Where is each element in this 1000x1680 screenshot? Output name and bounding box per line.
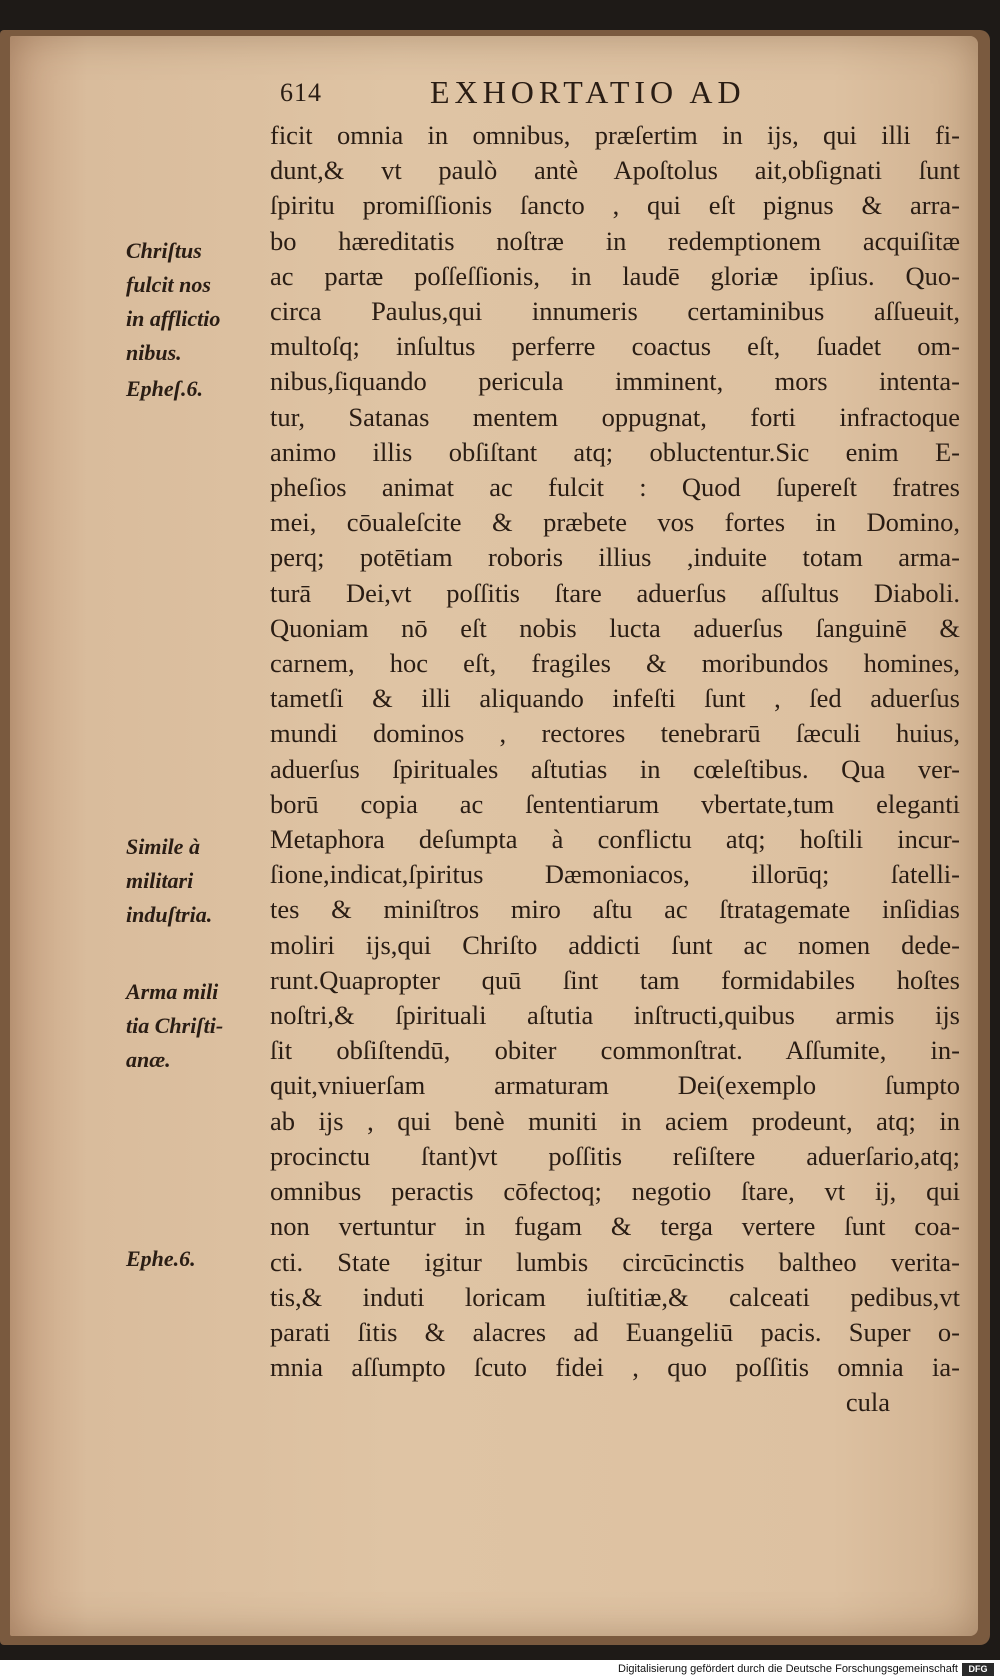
body-line: non vertuntur in fugam & terga vertere ſunt coa-: [270, 1211, 960, 1242]
page-number: 614: [280, 78, 322, 107]
body-line: cti. State igitur lumbis circūcinctis baltheo verita-: [270, 1246, 960, 1277]
body-line: borū copia ac ſententiarum vbertate,tum eleganti: [270, 788, 960, 819]
margin-note-ephes-2: [126, 1242, 276, 1276]
body-line: tametſi & illi aliquando infeſti ſunt , ſed aduerſus: [270, 683, 960, 714]
body-text: [270, 118, 960, 1421]
body-line: omnibus peractis cōfectoq; negotio ſtare, vt ij, qui: [270, 1176, 960, 1207]
body-line: mundi dominos , rectores tenebrarū ſæculi huius,: [270, 718, 960, 749]
body-line: procinctu ſtant)vt poſſitis reſiſtere aduerſario,atq;: [270, 1140, 960, 1171]
margin-note-line: militari: [126, 868, 194, 893]
footer-bar: [0, 1660, 1000, 1680]
dfg-logo: DFG: [962, 1663, 994, 1676]
body-line: tur, Satanas mentem oppugnat, forti infractoque: [270, 401, 960, 432]
body-line: runt.Quapropter quū ſint tam formidabiles hoſtes: [270, 964, 960, 995]
body-line: bo hæreditatis noſtræ in redemptionem acquiſitæ: [270, 225, 960, 256]
body-line: tes & miniſtros miro aſtu ac ſtratagemate inſidias: [270, 894, 960, 925]
margin-note-line: Epheſ.6.: [126, 376, 203, 401]
body-line: ab ijs , qui benè muniti in aciem prodeunt, atq; in: [270, 1105, 960, 1136]
body-line: ac partæ poſſeſſionis, in laudē gloriæ ipſius. Quo-: [270, 260, 960, 291]
body-line: cula: [845, 1387, 890, 1418]
body-line: dunt,& vt paulò antè Apoſtolus ait,obſignati ſunt: [270, 155, 960, 186]
body-line: quit,vniuerſam armaturam Dei(exemplo ſumpto: [270, 1070, 960, 1101]
margin-note-line: Chriſtus: [126, 238, 202, 263]
margin-note-arma: [126, 975, 276, 1077]
margin-note-line: Ephe.6.: [126, 1246, 196, 1271]
body-line: parati ſitis & alacres ad Euangeliū pacis. Super o-: [270, 1316, 960, 1347]
body-line: tis,& induti loricam iuſtitiæ,& calceati pedibus,vt: [270, 1281, 960, 1312]
body-line: ſione,indicat,ſpiritus Dæmoniacos, illorūq; ſatelli-: [270, 859, 960, 890]
margin-note-christus: [126, 234, 276, 370]
body-line: carnem, hoc eſt, fragiles & moribundos homines,: [270, 648, 960, 679]
page-header: [280, 74, 920, 116]
margin-note-line: fulcit nos: [126, 272, 211, 297]
body-line: Quoniam nō eſt nobis lucta aduerſus ſanguinē &: [270, 612, 960, 643]
body-line: noſtri,& ſpirituali aſtutia inſtructi,quibus armis ijs: [270, 1000, 960, 1031]
body-line: animo illis obſiſtant atq; obluctentur.Sic enim E-: [270, 436, 960, 467]
body-line: pheſios animat ac fulcit : Quod ſupereſt fratres: [270, 472, 960, 503]
body-line: multoſq; inſultus perferre coactus eſt, ſuadet om-: [270, 331, 960, 362]
margin-note-simile: [126, 830, 276, 932]
margin-note-line: Simile à: [126, 834, 200, 859]
margin-note-line: Arma mili: [126, 979, 219, 1004]
margin-note-line: anæ.: [126, 1047, 171, 1072]
body-line: mei, cōualeſcite & præbete vos fortes in Domino,: [270, 507, 960, 538]
body-line: aduerſus ſpirituales aſtutias in cœleſtibus. Qua ver-: [270, 753, 960, 784]
body-line: moliri ijs,qui Chriſto addicti ſunt ac nomen dede-: [270, 929, 960, 960]
margin-note-line: tia Chriſti-: [126, 1013, 224, 1038]
body-line: mnia aſſumpto ſcuto fidei , quo poſſitis omnia ia-: [270, 1352, 960, 1383]
running-title: EXHORTATIO AD: [430, 74, 746, 110]
body-line: circa Paulus,qui innumeris certaminibus aſſueuit,: [270, 296, 960, 327]
footer-credit: Digitalisierung gefördert durch die Deutsche Forschungsgemeinschaft: [618, 1663, 958, 1675]
body-line: perq; potētiam roboris illius ,induite totam arma-: [270, 542, 960, 573]
body-line: turā Dei,vt poſſitis ſtare aduerſus aſſultus Diaboli.: [270, 577, 960, 608]
body-line: ſit obſiſtendū, obiter commonſtrat. Aſſumite, in-: [270, 1035, 960, 1066]
body-line: ſpiritu promiſſionis ſancto , qui eſt pignus & arra-: [270, 190, 960, 221]
margin-note-line: induſtria.: [126, 902, 213, 927]
body-line: ficit omnia in omnibus, præſertim in ijs, qui illi fi-: [270, 120, 960, 150]
body-line: Metaphora deſumpta à conflictu atq; hoſtili incur-: [270, 824, 960, 855]
body-line: nibus,ſiquando pericula imminent, mors intenta-: [270, 366, 960, 397]
margin-note-line: in afflictio: [126, 306, 221, 331]
margin-note-ephes-1: [126, 372, 276, 406]
margin-note-line: nibus.: [126, 340, 182, 365]
